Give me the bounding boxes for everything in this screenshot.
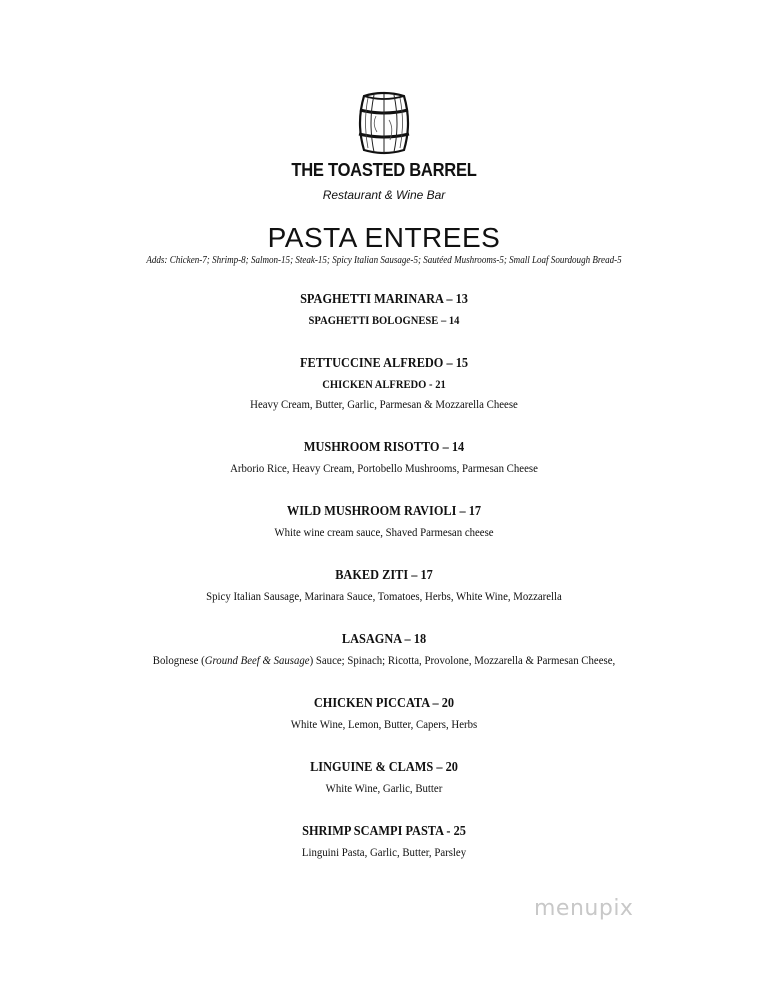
menu-list bbox=[0, 290, 768, 862]
barrel-icon bbox=[354, 90, 414, 156]
restaurant-tagline: Restaurant & Wine Bar bbox=[322, 188, 446, 202]
watermark: menupix bbox=[534, 896, 634, 921]
section-title: PASTA ENTREES bbox=[267, 222, 501, 253]
item-title: CHICKEN PICCATA – 20 bbox=[313, 696, 455, 711]
desc-part: Bolognese ( bbox=[152, 653, 205, 667]
item-title: WILD MUSHROOM RAVIOLI – 17 bbox=[286, 504, 482, 519]
menu-item bbox=[0, 354, 768, 414]
item-description: Linguini Pasta, Garlic, Butter, Parsley bbox=[301, 845, 467, 859]
menu-item bbox=[0, 630, 768, 670]
menu-item bbox=[0, 822, 768, 862]
item-title: FETTUCCINE ALFREDO – 15 bbox=[299, 356, 469, 371]
item-title: BAKED ZITI – 17 bbox=[335, 568, 433, 583]
menu-item bbox=[0, 758, 768, 798]
logo bbox=[0, 90, 768, 161]
menu-item bbox=[0, 502, 768, 542]
menu-item bbox=[0, 694, 768, 734]
item-description: White wine cream sauce, Shaved Parmesan cheese bbox=[274, 525, 494, 539]
item-title: MUSHROOM RISOTTO – 14 bbox=[303, 440, 465, 455]
item-subtitle: CHICKEN ALFREDO - 21 bbox=[322, 377, 446, 391]
menu-item bbox=[0, 566, 768, 606]
item-description bbox=[38, 650, 729, 670]
item-title: SHRIMP SCAMPI PASTA - 25 bbox=[302, 824, 466, 839]
menu-item bbox=[0, 438, 768, 478]
item-description: White Wine, Lemon, Butter, Capers, Herbs bbox=[290, 717, 478, 731]
desc-emphasis: Ground Beef & Sausage bbox=[204, 653, 310, 667]
add-ons-line: Adds: Chicken-7; Shrimp-8; Salmon-15; Steak-15; Spicy Italian Sausage-5; Sautéed Mushrooms-5; Small Loaf Sourdough Bread-5 bbox=[146, 255, 622, 266]
restaurant-name: THE TOASTED BARREL bbox=[291, 160, 477, 180]
item-description: Spicy Italian Sausage, Marinara Sauce, Tomatoes, Herbs, White Wine, Mozzarella bbox=[206, 589, 562, 603]
item-description: Arborio Rice, Heavy Cream, Portobello Mushrooms, Parmesan Cheese bbox=[230, 461, 538, 475]
item-subtitle: SPAGHETTI BOLOGNESE – 14 bbox=[308, 313, 460, 327]
menu-item bbox=[0, 290, 768, 330]
item-title: LINGUINE & CLAMS – 20 bbox=[310, 760, 458, 775]
desc-part: ) Sauce; Spinach; Ricotta, Provolone, Mozzarella & Parmesan Cheese, bbox=[309, 653, 616, 667]
item-title: LASAGNA – 18 bbox=[341, 632, 427, 647]
item-title: SPAGHETTI MARINARA – 13 bbox=[300, 292, 468, 307]
item-description: White Wine, Garlic, Butter bbox=[325, 781, 443, 795]
item-description: Heavy Cream, Butter, Garlic, Parmesan & Mozzarella Cheese bbox=[250, 397, 518, 411]
